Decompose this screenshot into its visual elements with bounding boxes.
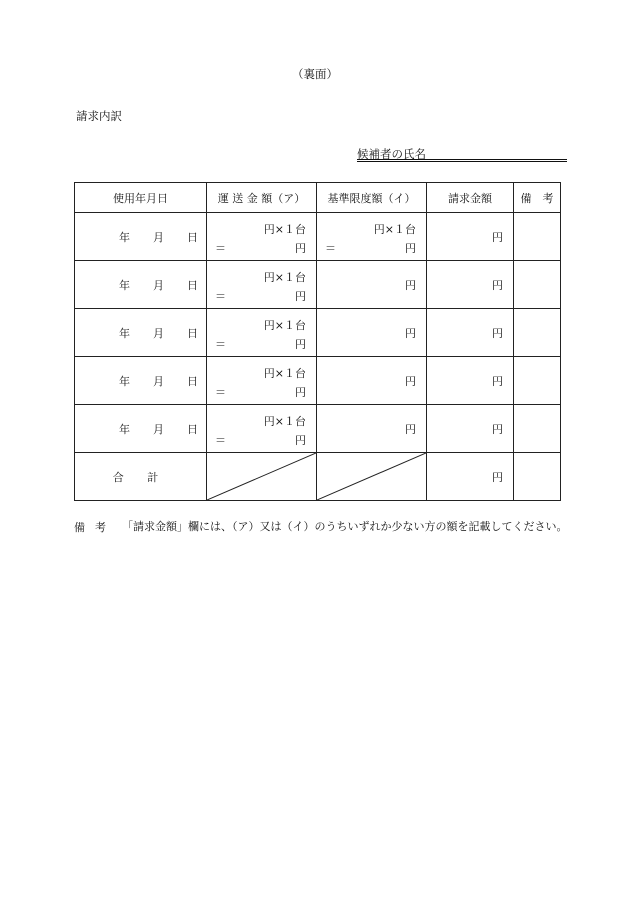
claim-yen: 円 [492, 422, 503, 436]
fare-equals: ＝ [215, 290, 226, 303]
year-unit: 年 [119, 278, 130, 292]
date-cell[interactable] [75, 261, 207, 309]
fare-equals: ＝ [215, 338, 226, 351]
limit-total-cell-crossed [317, 453, 427, 501]
limit-cell[interactable] [317, 357, 427, 405]
page-title: （裏面） [292, 67, 338, 81]
year-unit: 年 [119, 230, 130, 244]
diagonal-line [317, 453, 426, 500]
limit-equals: ＝ [325, 242, 336, 255]
year-unit: 年 [119, 326, 130, 340]
limit-yen: 円 [405, 278, 416, 292]
fare-per-unit: 円×１台 [263, 319, 306, 332]
fare-per-unit: 円×１台 [263, 415, 306, 428]
date-cell[interactable] [75, 309, 207, 357]
day-unit: 日 [187, 422, 198, 436]
claim-yen: 円 [492, 278, 503, 292]
month-unit: 月 [153, 278, 164, 292]
date-cell[interactable] [75, 357, 207, 405]
date-cell[interactable] [75, 213, 207, 261]
header-remarks: 備 考 [514, 183, 561, 213]
header-limit-amount: 基準限度額（イ） [317, 183, 427, 213]
underline [357, 161, 567, 162]
header-claim-amount: 請求金額 [427, 183, 514, 213]
candidate-name-field[interactable] [357, 146, 567, 160]
claim-cell[interactable] [427, 261, 514, 309]
year-unit: 年 [119, 374, 130, 388]
fare-cell[interactable] [207, 405, 317, 453]
fare-cell[interactable] [207, 309, 317, 357]
day-unit: 日 [187, 278, 198, 292]
fare-yen: 円 [295, 290, 306, 303]
claim-breakdown-table [74, 182, 561, 501]
day-unit: 日 [187, 326, 198, 340]
candidate-name-label: 候補者の氏名 [357, 147, 426, 161]
fare-yen: 円 [295, 338, 306, 351]
fare-per-unit: 円×１台 [263, 223, 306, 236]
note-text: 「請求金額」欄には、（ア）又は（イ）のうちいずれか少ない方の額を記載してください。 [122, 520, 568, 533]
claim-cell[interactable] [427, 405, 514, 453]
fare-per-unit: 円×１台 [263, 271, 306, 284]
limit-yen: 円 [405, 374, 416, 388]
remarks-cell[interactable] [514, 309, 561, 357]
header-usage-date: 使用年月日 [75, 183, 207, 213]
claim-yen: 円 [492, 374, 503, 388]
claim-cell[interactable] [427, 309, 514, 357]
fare-yen: 円 [295, 242, 306, 255]
remarks-total-cell[interactable] [514, 453, 561, 501]
table-row [75, 405, 561, 453]
fare-equals: ＝ [215, 434, 226, 447]
total-yen: 円 [492, 470, 503, 484]
total-label: 合 計 [75, 453, 207, 501]
claim-cell[interactable] [427, 213, 514, 261]
claim-total-cell[interactable] [427, 453, 514, 501]
fare-yen: 円 [295, 386, 306, 399]
fare-yen: 円 [295, 434, 306, 447]
limit-cell[interactable] [317, 213, 427, 261]
day-unit: 日 [187, 230, 198, 244]
table-row [75, 357, 561, 405]
underline [357, 159, 567, 160]
claim-yen: 円 [492, 326, 503, 340]
month-unit: 月 [153, 374, 164, 388]
note-label: 備考 [74, 521, 116, 534]
fare-cell[interactable] [207, 261, 317, 309]
limit-yen: 円 [405, 326, 416, 340]
year-unit: 年 [119, 422, 130, 436]
fare-equals: ＝ [215, 242, 226, 255]
table-row [75, 309, 561, 357]
date-cell[interactable] [75, 405, 207, 453]
diagonal-line [207, 453, 316, 500]
total-row [75, 453, 561, 501]
fare-total-cell-crossed [207, 453, 317, 501]
fare-cell[interactable] [207, 213, 317, 261]
day-unit: 日 [187, 374, 198, 388]
header-fare-amount: 運 送 金 額（ア） [207, 183, 317, 213]
limit-per-unit: 円×１台 [373, 223, 416, 236]
limit-cell[interactable] [317, 405, 427, 453]
table-row [75, 213, 561, 261]
fare-equals: ＝ [215, 386, 226, 399]
remarks-cell[interactable] [514, 357, 561, 405]
section-title: 請求内訳 [76, 109, 122, 123]
limit-yen: 円 [405, 242, 416, 255]
month-unit: 月 [153, 422, 164, 436]
month-unit: 月 [153, 230, 164, 244]
limit-cell[interactable] [317, 261, 427, 309]
month-unit: 月 [153, 326, 164, 340]
remarks-cell[interactable] [514, 405, 561, 453]
claim-cell[interactable] [427, 357, 514, 405]
table-row [75, 261, 561, 309]
limit-yen: 円 [405, 422, 416, 436]
claim-yen: 円 [492, 230, 503, 244]
fare-cell[interactable] [207, 357, 317, 405]
fare-per-unit: 円×１台 [263, 367, 306, 380]
remarks-cell[interactable] [514, 261, 561, 309]
remarks-cell[interactable] [514, 213, 561, 261]
limit-cell[interactable] [317, 309, 427, 357]
